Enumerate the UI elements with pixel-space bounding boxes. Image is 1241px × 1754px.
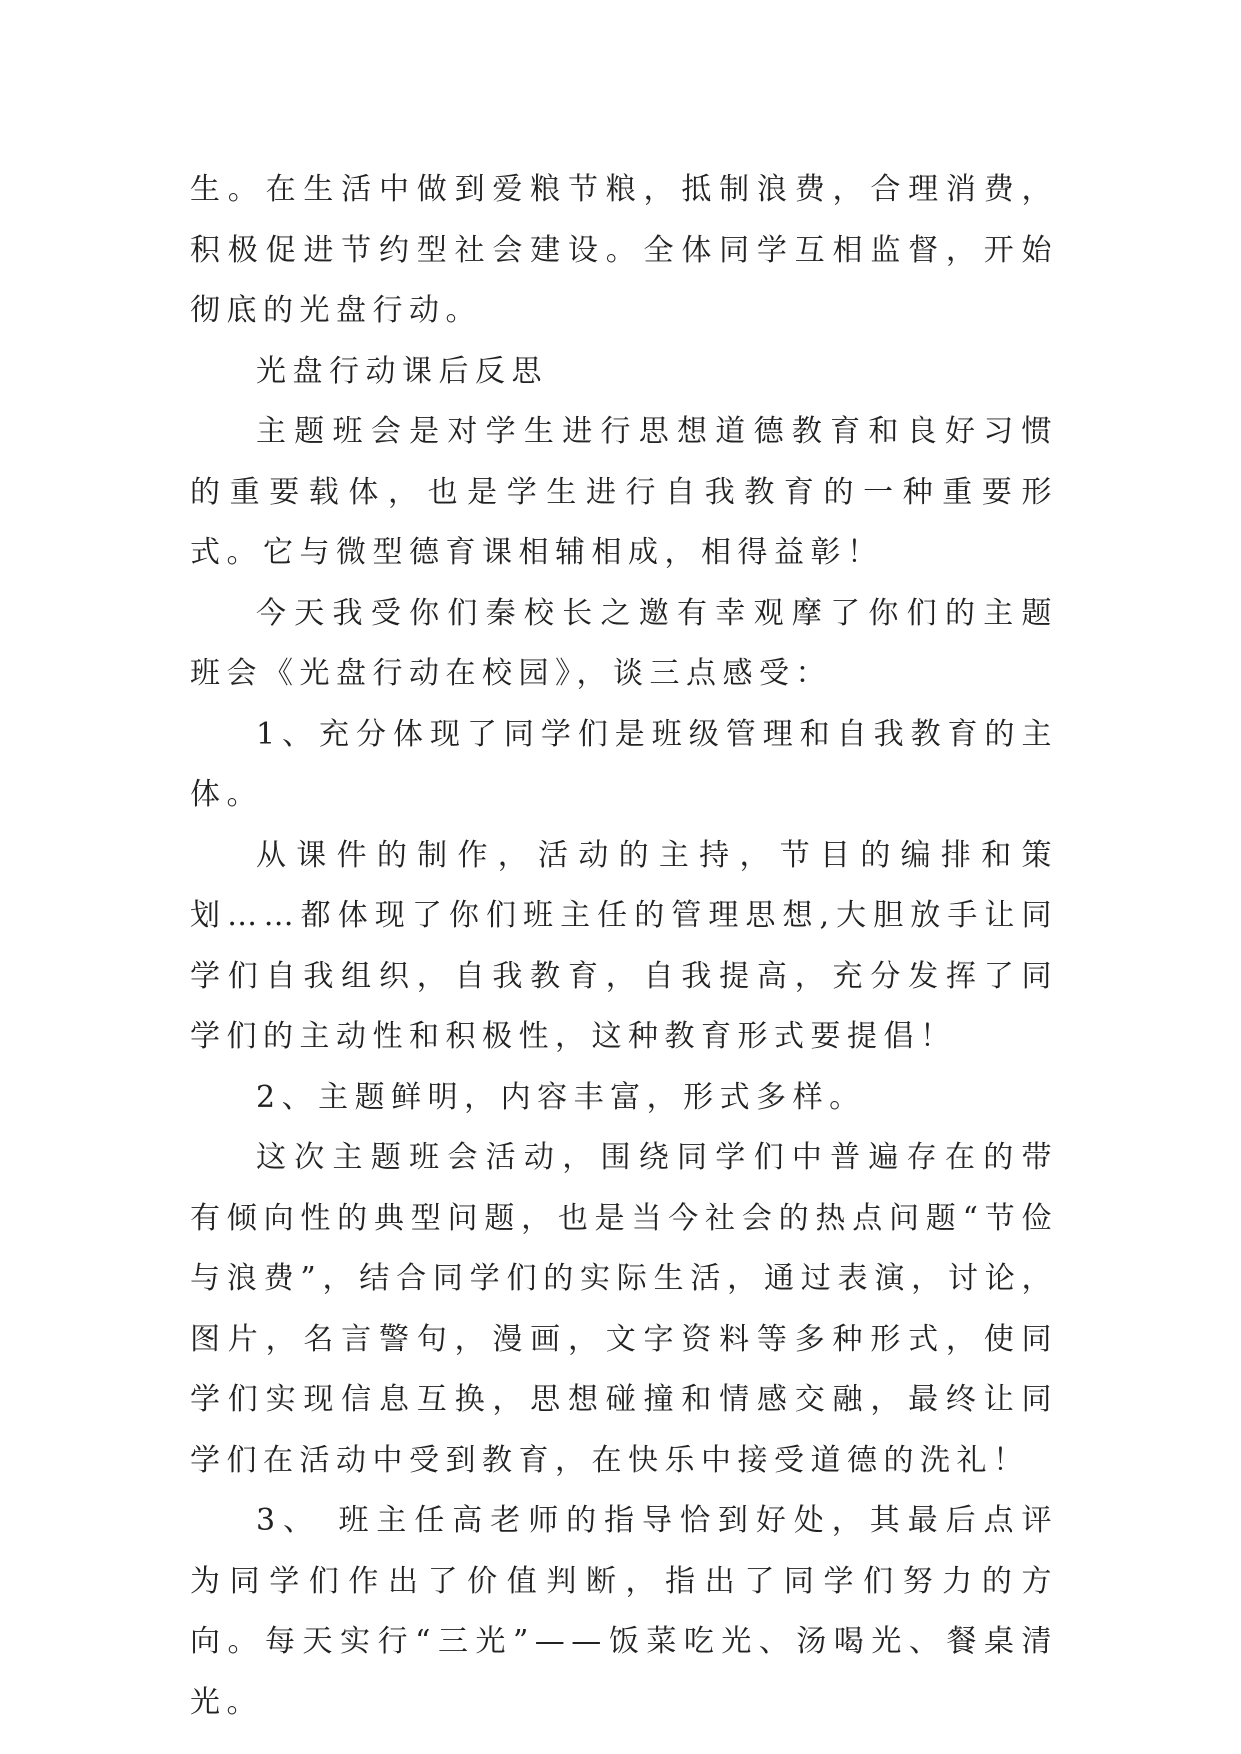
document-body (190, 160, 1058, 1733)
paragraph-intro: 主题班会是对学生进行思想道德教育和良好习惯的重要载体，也是学生进行自我教育的一种重要形式。它与微型德育课相辅相成，相得益彰！ (190, 414, 1058, 570)
point-1-body: 从课件的制作，活动的主持，节目的编排和策划……都体现了你们班主任的管理思想,大胆放手让同学们自我组织，自我教育，自我提高，充分发挥了同学们的主动性和积极性，这种教育形式要提倡！ (190, 837, 1058, 1054)
point-2-heading: 2、主题鲜明，内容丰富，形式多样。 (256, 1079, 866, 1115)
point-3-body: 3、 班主任高老师的指导恰到好处，其最后点评为同学们作出了价值判断，指出了同学们努力的方向。每天实行“三光”——饭菜吃光、汤喝光、餐桌清光。 (190, 1503, 1058, 1720)
point-2-body: 这次主题班会活动，围绕同学们中普遍存在的带有倾向性的典型问题，也是当今社会的热点问题“节俭与浪费”，结合同学们的实际生活，通过表演，讨论，图片，名言警句，漫画，文字资料等多种形式，使同学们实现信息互换，思想碰撞和情感交融，最终让同学们在活动中受到教育，在快乐中接受道德的洗礼！ (190, 1140, 1058, 1478)
paragraph-continuation: 生。在生活中做到爱粮节粮，抵制浪费，合理消费，积极促进节约型社会建设。全体同学互相监督，开始彻底的光盘行动。 (190, 172, 1058, 328)
section-heading: 光盘行动课后反思 (256, 353, 548, 389)
point-1-heading: 1、充分体现了同学们是班级管理和自我教育的主体。 (190, 716, 1058, 812)
paragraph-occasion: 今天我受你们秦校长之邀有幸观摩了你们的主题班会《光盘行动在校园》，谈三点感受： (190, 595, 1058, 691)
